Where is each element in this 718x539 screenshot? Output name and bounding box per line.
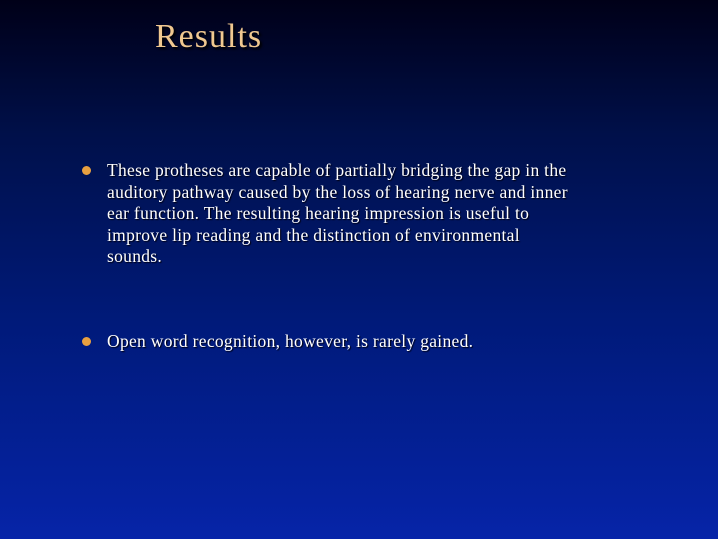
bullet-text: These protheses are capable of partially bridging the gap in the auditory pathway caused by the loss of hearing nerve and inner ear function. The resulting hearing impression is useful to improve lip reading and the distinction of environmental sounds. [107, 160, 568, 266]
bullet-item [82, 160, 572, 268]
bullet-text: Open word recognition, however, is rarely gained. [107, 330, 474, 351]
slide-title: Results [155, 18, 263, 55]
bullet-item [82, 331, 572, 353]
bullet-dot-icon [82, 337, 91, 346]
bullet-list [82, 160, 572, 352]
bullet-dot-icon [82, 166, 91, 175]
